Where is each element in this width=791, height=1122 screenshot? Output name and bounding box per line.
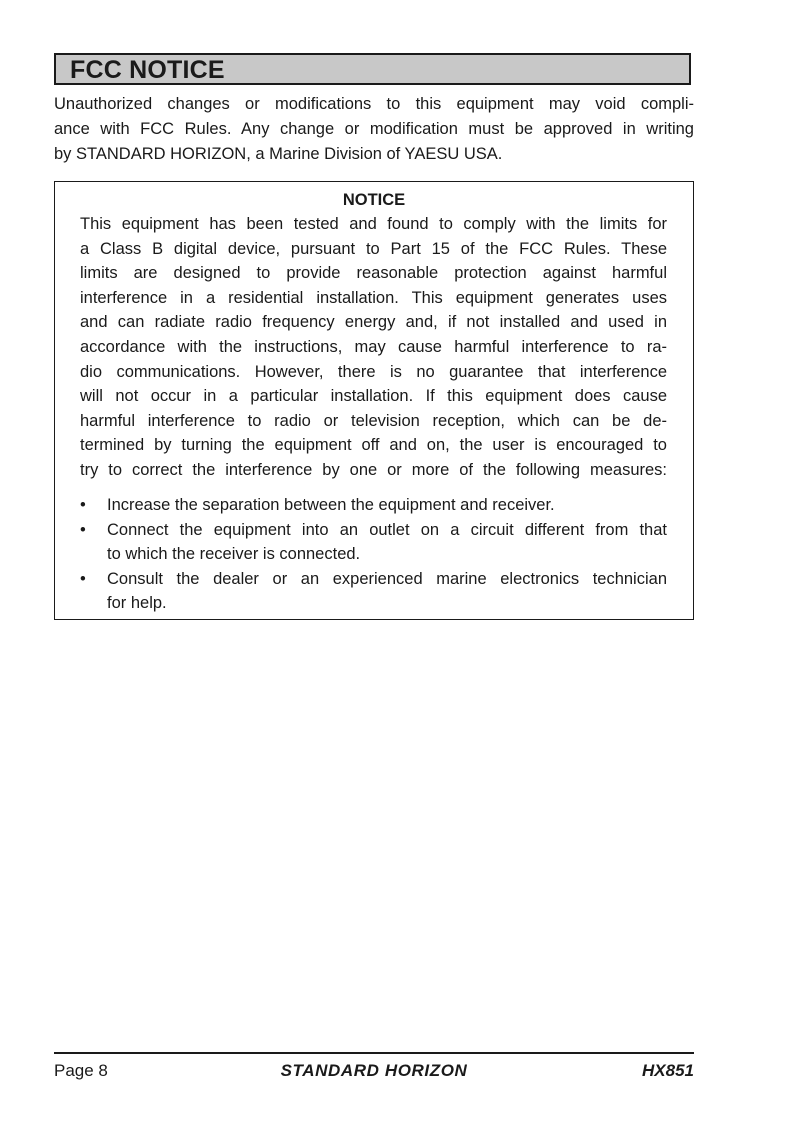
notice-box xyxy=(54,181,694,620)
notice-line: accordance with the instructions, may cause harmful interference to ra- xyxy=(80,337,667,356)
intro-line: Unauthorized changes or modifications to this equipment may void compli- xyxy=(54,95,694,113)
bullet-icon: • xyxy=(80,496,86,514)
notice-line: dio communications. However, there is no guarantee that interference xyxy=(80,362,667,381)
notice-line: and can radiate radio frequency energy and, if not installed and used in xyxy=(80,313,667,332)
list-item-text: to which the receiver is connected. xyxy=(107,545,361,564)
intro-paragraph xyxy=(54,92,694,167)
section-title: FCC NOTICE xyxy=(70,56,225,84)
notice-line: a Class B digital device, pursuant to Part 15 of the FCC Rules. These xyxy=(80,239,667,258)
intro-line: by STANDARD HORIZON, a Marine Division of YAESU USA. xyxy=(54,145,503,163)
list-item-text: Connect the equipment into an outlet on a circuit different from that xyxy=(107,520,667,539)
notice-line: harmful interference to radio or television reception, which can be de- xyxy=(80,411,667,430)
bullet-icon: • xyxy=(80,520,86,539)
measures-list xyxy=(80,493,667,616)
section-header xyxy=(54,53,691,85)
notice-line: interference in a residential installation. This equipment generates uses xyxy=(80,288,667,307)
intro-line: ance with FCC Rules. Any change or modification must be approved in writing xyxy=(54,120,694,138)
notice-line: termined by turning the equipment off and on, the user is encouraged to xyxy=(80,436,667,455)
notice-line: will not occur in a particular installation. If this equipment does cause xyxy=(80,387,667,406)
notice-line: limits are designed to provide reasonable protection against harmful xyxy=(80,264,667,283)
list-item-text: for help. xyxy=(107,594,167,613)
list-item xyxy=(80,567,667,616)
list-item-text: Consult the dealer or an experienced marine electronics technician xyxy=(107,569,667,588)
model-name: HX851 xyxy=(642,1061,694,1080)
notice-body xyxy=(80,212,667,483)
page-number: Page 8 xyxy=(54,1061,108,1080)
list-item-text: Increase the separation between the equipment and receiver. xyxy=(107,496,555,514)
brand-logo: STANDARD HORIZON xyxy=(280,1061,468,1080)
list-item xyxy=(80,518,667,567)
bullet-icon: • xyxy=(80,569,86,588)
list-item xyxy=(80,493,667,518)
notice-line: try to correct the interference by one or more of the following measures: xyxy=(80,460,667,479)
notice-title: NOTICE xyxy=(342,191,406,209)
notice-line: This equipment has been tested and found to comply with the limits for xyxy=(80,215,667,233)
footer-divider xyxy=(54,1052,694,1054)
